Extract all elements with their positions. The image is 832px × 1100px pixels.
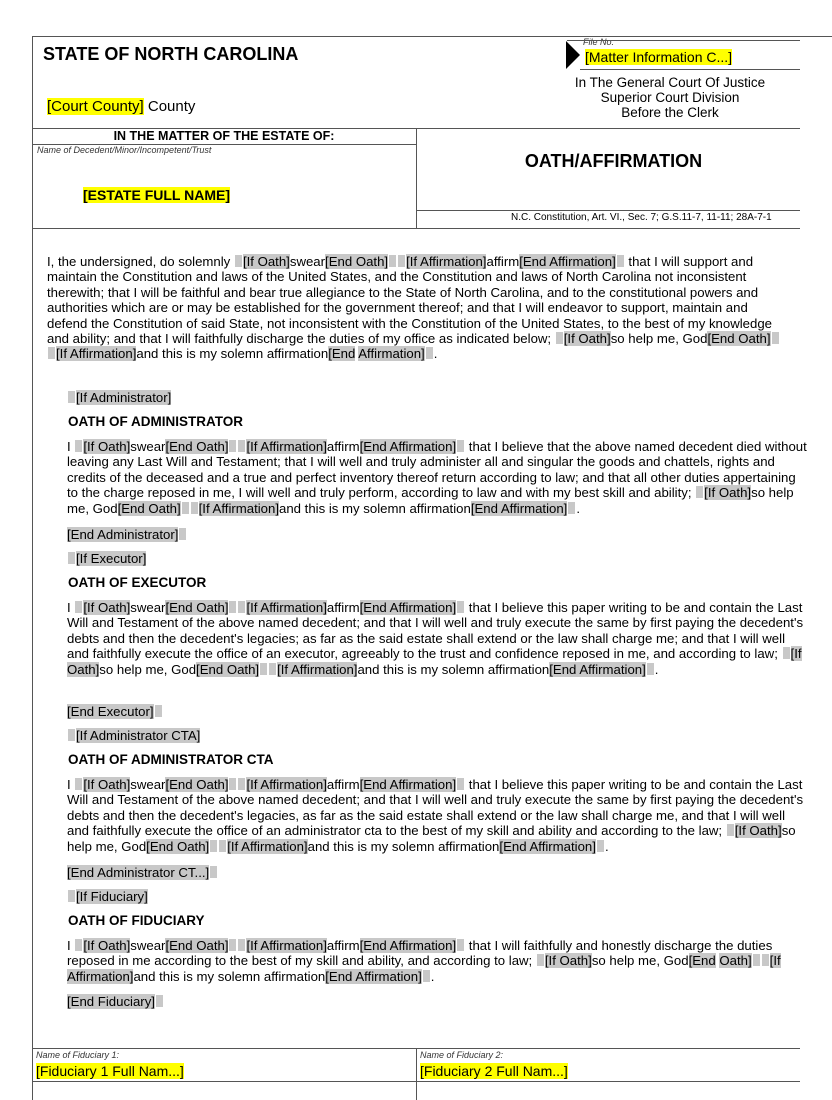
field-marker: [219, 840, 226, 852]
if-administrator-cta-tag: [If Administrator CTA]: [67, 728, 200, 743]
estate-caption: IN THE MATTER OF THE ESTATE OF:: [113, 129, 335, 143]
if-oath-field[interactable]: [If Oath]: [83, 600, 131, 615]
court-line-1: In The General Court Of Justice: [574, 75, 766, 90]
field-marker: [389, 255, 396, 267]
field-marker: [182, 502, 189, 514]
field-marker: [426, 347, 433, 359]
end-affirmation-field[interactable]: [End Affirmation]: [499, 838, 596, 854]
end-oath-field-cont[interactable]: Oath]: [719, 953, 752, 969]
if-oath-field[interactable]: [If Oath]: [67, 646, 802, 677]
field-marker: [398, 255, 405, 267]
field-marker: [156, 995, 163, 1007]
field-marker: [238, 939, 245, 951]
executor-title: OATH OF EXECUTOR: [68, 575, 207, 590]
if-affirmation-field[interactable]: [If Affirmation]: [246, 439, 327, 454]
file-no-arrow-icon: [565, 40, 581, 70]
administrator-cta-paragraph: I [If Oath]swear[End Oath] [If Affirmation]affirm[End Affirmation] that I believe this paper writing to be and contain the Last Will and Testament of the above named decedent; and that I will well and truly execute the same by first paying the decedent's debts and then the decedent's legacies, as far as the said estate shall extend or the law shall charge me, and that I will well and faithfully execute the office of an administrator cta to the best of my skill and ability and according to the law; [If Oath]so help me, God[End Oath] [If Affirmation]and this is my solemn affirmation[End Affirmation] .: [67, 777, 804, 854]
if-oath-field[interactable]: [If Oath]: [544, 953, 592, 969]
if-affirmation-field[interactable]: [If Affirmation]: [406, 254, 487, 269]
field-marker: [457, 778, 464, 790]
end-affirmation-field[interactable]: [End: [328, 346, 356, 362]
fiduciary2-field[interactable]: [Fiduciary 2 Full Nam...]: [420, 1063, 568, 1079]
if-affirmation-field[interactable]: [If Affirmation]: [277, 661, 358, 677]
if-oath-field[interactable]: [If Oath]: [83, 938, 131, 953]
administrator-paragraph: I [If Oath]swear[End Oath] [If Affirmation]affirm[End Affirmation] that I believe that the above named decedent died without leaving any Last Will and Testament; that I will well and truly administer all and singular the goods and chattels, rights and credits of the deceased and a true and perfect inventory thereof return according to law; and that all other duties appertaining to the charge reposed in me, I will well and truly perform, according to law and with my best skill and ability; [If Oath]so help me, God[End Oath] [If Affirmation]and this is my solemn affirmation[End Affirmation] .: [67, 439, 807, 516]
if-oath-field[interactable]: [If Oath]: [563, 331, 611, 347]
field-marker: [75, 601, 82, 613]
if-oath-field[interactable]: [If Oath]: [83, 439, 131, 454]
field-marker: [75, 939, 82, 951]
end-oath-field[interactable]: [End Oath]: [707, 331, 771, 347]
footer-underline: [32, 1081, 800, 1082]
end-affirmation-field[interactable]: [End Affirmation]: [359, 938, 457, 953]
field-marker: [210, 866, 217, 878]
field-marker: [753, 954, 760, 966]
footer-column-divider: [416, 1048, 417, 1100]
end-affirmation-field[interactable]: [End Affirmation]: [359, 777, 457, 792]
county-line: [47, 98, 195, 115]
if-affirmation-field[interactable]: [If Affirmation]: [246, 600, 327, 615]
estate-name-label: Name of Decedent/Minor/Incompetent/Trust: [37, 145, 212, 155]
field-marker: [238, 440, 245, 452]
executor-paragraph: I [If Oath]swear[End Oath] [If Affirmation]affirm[End Affirmation] that I believe this paper writing to be and contain the Last Will and Testament of the above named decedent; and that I will well and truly execute the same by first paying the decedent's debts and then the decedent's legacies; as far as the said estate shall extend or the law shall charge me; and that I will well and faithfully execute the office of an executor, agreeably to the trust and confidence reposed in me, and according to law; [If Oath]so help me, God[End Oath] [If Affirmation]and this is my solemn affirmation[End Affirmation] .: [67, 600, 804, 677]
field-marker: [457, 939, 464, 951]
if-affirmation-field[interactable]: [If Affirmation]: [246, 777, 327, 792]
end-oath-field[interactable]: [End Oath]: [165, 439, 229, 454]
administrator-title: OATH OF ADMINISTRATOR: [68, 414, 243, 429]
end-affirmation-field[interactable]: [End Affirmation]: [359, 600, 457, 615]
field-marker: [229, 939, 236, 951]
field-marker: [457, 601, 464, 613]
field-marker: [210, 840, 217, 852]
field-marker: [229, 440, 236, 452]
if-affirmation-field[interactable]: [If Affirmation]: [67, 953, 781, 984]
header-column-divider: [416, 128, 417, 228]
end-oath-field[interactable]: [End Oath]: [165, 600, 229, 615]
if-affirmation-field[interactable]: [If Affirmation]: [198, 500, 280, 516]
field-marker: [783, 647, 790, 659]
end-oath-field[interactable]: [End Oath]: [196, 661, 260, 677]
field-marker: [75, 440, 82, 452]
file-no-label: File No.: [583, 37, 615, 47]
field-marker: [423, 970, 430, 982]
field-marker: [235, 255, 242, 267]
end-oath-field[interactable]: [End Oath]: [165, 938, 229, 953]
field-marker: [696, 486, 703, 498]
end-administrator-tag: [End Administrator]: [67, 527, 187, 542]
field-marker: [537, 954, 544, 966]
field-marker: [68, 729, 75, 741]
form-citation: N.C. Constitution, Art. VI., Sec. 7; G.S.11-7, 11-11; 28A-7-1: [511, 212, 772, 223]
file-no-underline: [580, 69, 800, 70]
field-marker: [238, 601, 245, 613]
form-title: OATH/AFFIRMATION: [524, 151, 703, 171]
if-affirmation-field[interactable]: [If Affirmation]: [227, 838, 308, 854]
end-affirmation-field[interactable]: [End Affirmation]: [519, 254, 616, 269]
field-marker: [155, 705, 162, 717]
field-marker: [597, 840, 604, 852]
end-affirmation-field[interactable]: [End Affirmation]: [325, 968, 422, 984]
court-line-3: Before the Clerk: [621, 105, 719, 120]
end-oath-field[interactable]: [End: [688, 953, 716, 969]
field-marker: [260, 663, 267, 675]
end-oath-field[interactable]: [End Oath]: [325, 254, 389, 269]
end-oath-field[interactable]: [End Oath]: [165, 777, 229, 792]
if-administrator-tag: [If Administrator]: [67, 390, 171, 405]
if-fiduciary-tag: [If Fiduciary]: [67, 889, 148, 904]
if-executor-tag: [If Executor]: [67, 551, 146, 566]
intro-paragraph: I, the undersigned, do solemnly [If Oath]swear[End Oath] [If Affirmation]affirm[End Affirmation] that I will support and maintain the Constitution and laws of the United States, and the Constitution and laws of North Carolina not inconsistent therewith; that I will be faithful and bear true allegiance to the State of North Carolina, and to the constitutional powers and authorities which are or may be established for the government thereof; and that I will endeavor to support, maintain and defend the Constitution of said State, not inconsistent with the Constitution of the United States, to the best of my knowledge and ability; and that I will faithfully discharge the duties of my office as indicated below; [If Oath]so help me, God[End Oath][If Affirmation]and this is my solemn affirmation[End Affirmation] .: [47, 254, 787, 362]
administrator-cta-title: OATH OF ADMINISTRATOR CTA: [68, 752, 274, 767]
field-marker: [727, 824, 734, 836]
field-marker: [556, 332, 563, 344]
fiduciary-title: OATH OF FIDUCIARY: [68, 913, 205, 928]
body-top-divider: [32, 228, 800, 229]
if-oath-field[interactable]: [If Oath]: [704, 485, 752, 501]
field-marker: [179, 528, 186, 540]
field-marker: [457, 440, 464, 452]
file-no-line: [567, 40, 800, 41]
if-affirmation-field[interactable]: [If Affirmation]: [246, 938, 327, 953]
field-marker: [68, 890, 75, 902]
estate-name-field[interactable]: [ESTATE FULL NAME]: [83, 187, 230, 203]
fiduciary1-label: Name of Fiduciary 1:: [36, 1050, 120, 1060]
field-marker: [269, 663, 276, 675]
title-divider: [416, 210, 800, 211]
field-marker: [238, 778, 245, 790]
if-oath-field[interactable]: [If Oath]: [83, 777, 131, 792]
field-marker: [191, 502, 198, 514]
end-affirmation-field[interactable]: [End Affirmation]: [549, 661, 646, 677]
field-marker: [762, 954, 769, 966]
if-oath-field[interactable]: [If Oath]: [242, 254, 290, 269]
court-block: [570, 75, 770, 120]
end-affirmation-field[interactable]: [End Affirmation]: [359, 439, 457, 454]
if-oath-field[interactable]: [If Oath]: [734, 823, 782, 839]
end-affirmation-field-cont[interactable]: Affirmation]: [358, 346, 425, 362]
field-marker: [75, 778, 82, 790]
if-affirmation-field[interactable]: [If Affirmation]: [56, 346, 137, 362]
end-administrator-cta-tag: [End Administrator CT...]: [67, 865, 218, 880]
fiduciary1-field[interactable]: [Fiduciary 1 Full Nam...]: [36, 1063, 184, 1079]
end-oath-field[interactable]: [End Oath]: [117, 500, 181, 516]
field-marker: [647, 663, 654, 675]
end-executor-tag: [End Executor]: [67, 704, 163, 719]
county-word: County: [143, 98, 196, 115]
court-line-2: Superior Court Division: [600, 90, 740, 105]
end-affirmation-field[interactable]: [End Affirmation]: [470, 500, 568, 516]
field-marker: [68, 391, 75, 403]
end-fiduciary-tag: [End Fiduciary]: [67, 994, 164, 1009]
court-county-field[interactable]: [Court County]: [47, 98, 144, 115]
fiduciary-paragraph: I [If Oath]swear[End Oath] [If Affirmation]affirm[End Affirmation] that I will faithfully and honestly discharge the duties reposed in me according to the best of my skill and ability, and according to law; [If Oath]so help me, God[End Oath] [If Affirmation]and this is my solemn affirmation[End Affirmation] .: [67, 938, 781, 984]
field-marker: [68, 552, 75, 564]
end-oath-field[interactable]: [End Oath]: [146, 838, 210, 854]
state-heading: STATE OF NORTH CAROLINA: [43, 44, 299, 64]
field-marker: [48, 347, 55, 359]
fiduciary2-label: Name of Fiduciary 2:: [420, 1050, 504, 1060]
file-no-field[interactable]: [Matter Information C...]: [585, 49, 733, 65]
field-marker: [229, 601, 236, 613]
field-marker: [617, 255, 624, 267]
field-marker: [772, 332, 779, 344]
field-marker: [229, 778, 236, 790]
field-marker: [568, 502, 575, 514]
